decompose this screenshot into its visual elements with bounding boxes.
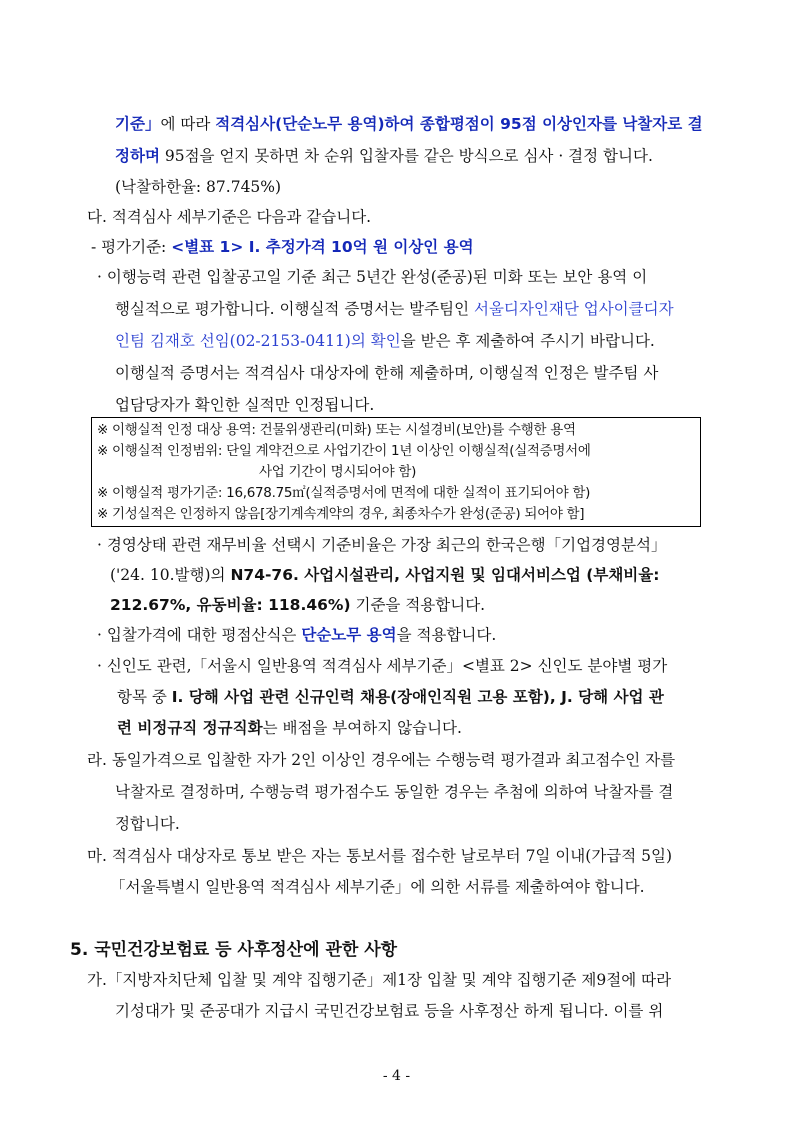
bold-text: I. 당해 사업 관련 신규인력 채용(장애인직원 고용 포함), J. 당해 사업 관 — [171, 688, 664, 706]
bold-text: 련 비정규직 정규직화 — [117, 719, 263, 737]
text-line-18: 라. 동일가격으로 입찰한 자가 2인 이상인 경우에는 수행능력 평가결과 최고점수인 자를 — [87, 751, 676, 769]
contact-highlight: 서울디자인재단 업사이클디자 — [473, 300, 674, 318]
text-line-5 — [91, 237, 474, 257]
text-line-19: 낙찰자로 결정하며, 수행능력 평가점수도 동일한 경우는 추첨에 의하여 낙찰자를 결 — [115, 783, 674, 801]
contact-highlight: 인팀 김재호 선임(02-2153-0411)의 확인 — [115, 332, 401, 350]
text-line-24: 기성대가 및 준공대가 지급시 국민건강보험료 등을 사후정산 하게 됩니다. 이를 위 — [115, 1002, 664, 1020]
text: 을 받은 후 제출하여 주시기 바랍니다. — [400, 332, 655, 350]
text-line-16 — [117, 687, 664, 707]
text: 을 적용합니다. — [396, 626, 497, 644]
text-line-2 — [115, 146, 653, 166]
bold-text: 212.67%, 유동비율: 118.46%) — [110, 596, 351, 614]
text: 항목 중 — [117, 688, 172, 706]
text-line-9: 이행실적 증명서는 적격심사 대상자에 한해 제출하며, 이행실적 인정은 발주팀 사 — [115, 364, 659, 382]
notice-row-2: ※ 이행실적 인정범위: 단일 계약건으로 사업기간이 1년 이상인 이행실적(실적증명서에 — [97, 443, 591, 459]
text-line-12 — [110, 565, 659, 585]
text-line-1 — [115, 114, 703, 134]
text-line-3: (낙찰하한율: 87.745%) — [115, 178, 282, 196]
text: 기준을 적용합니다. — [350, 596, 486, 614]
text-line-6: · 이행능력 관련 입찰공고일 기준 최근 5년간 완성(준공)된 미화 또는 보안 용역 이 — [97, 268, 648, 286]
text: - 평가기준: — [91, 238, 172, 256]
notice-row-4: ※ 이행실적 평가기준: 16,678.75㎡(실적증명서에 면적에 대한 실적이 표기되어야 함) — [97, 485, 591, 501]
notice-row-3: 사업 기간이 명시되어야 함) — [259, 464, 417, 480]
text-line-11: · 경영상태 관련 재무비율 선택시 기준비율은 가장 최근의 한국은행「기업경영분석」 — [97, 536, 667, 554]
text-line-7 — [115, 299, 674, 319]
notice-row-5: ※ 기성실적은 인정하지 않음[장기계속계약의 경우, 최종차수가 완성(준공) 되어야 함] — [97, 506, 585, 522]
text-line-10: 업담당자가 확인한 실적만 인정됩니다. — [115, 396, 375, 414]
text-line-4: 다. 적격심사 세부기준은 다음과 같습니다. — [87, 208, 372, 226]
bold-highlight: 적격심사(단순노무 용역)하여 종합평점이 95점 이상인자를 낙찰자로 결 — [215, 115, 703, 133]
text: 행실적으로 평가합니다. 이행실적 증명서는 발주팀인 — [115, 300, 474, 318]
bold-highlight: 정하며 — [115, 147, 160, 165]
bold-text: N74-76. 사업시설관리, 사업지원 및 임대서비스업 (부채비율: — [230, 566, 660, 584]
text-line-8 — [115, 331, 655, 351]
text-line-20: 정합니다. — [115, 815, 180, 833]
text-line-14 — [97, 625, 496, 645]
text-line-15: · 신인도 관련,「서울시 일반용역 적격심사 세부기준」<별표 2> 신인도 분야별 평가 — [97, 657, 668, 675]
text-line-21: 마. 적격심사 대상자로 통보 받은 자는 통보서를 접수한 날로부터 7일 이내(가급적 5일) — [87, 847, 673, 865]
text: · 입찰가격에 대한 평점산식은 — [97, 626, 302, 644]
bold-highlight: <별표 1> Ⅰ. 추정가격 10억 원 이상인 용역 — [171, 238, 474, 256]
text: 에 따라 — [160, 115, 216, 133]
notice-box — [91, 417, 701, 527]
bold-highlight: 단순노무 용역 — [301, 626, 397, 644]
bold-term: 기준」 — [115, 115, 161, 133]
text-line-13 — [110, 595, 485, 615]
notice-row-1: ※ 이행실적 인정 대상 용역: 건물위생관리(미화) 또는 시설경비(보안)를 수행한 용역 — [97, 422, 576, 438]
text-line-17 — [117, 718, 462, 738]
section-5-heading: 5. 국민건강보험료 등 사후정산에 관한 사항 — [70, 940, 398, 960]
text: 95점을 얻지 못하면 차 순위 입찰자를 같은 방식으로 심사 · 결정 합니다. — [159, 147, 653, 165]
text-line-22: 「서울특별시 일반용역 적격심사 세부기준」에 의한 서류를 제출하여야 합니다. — [110, 878, 645, 896]
text: ('24. 10.발행)의 — [110, 566, 231, 584]
text-line-23: 가.「지방자치단체 입찰 및 계약 집행기준」제1장 입찰 및 계약 집행기준 제9절에 따라 — [87, 971, 672, 989]
page-number: - 4 - — [382, 1068, 411, 1084]
text: 는 배점을 부여하지 않습니다. — [262, 719, 462, 737]
